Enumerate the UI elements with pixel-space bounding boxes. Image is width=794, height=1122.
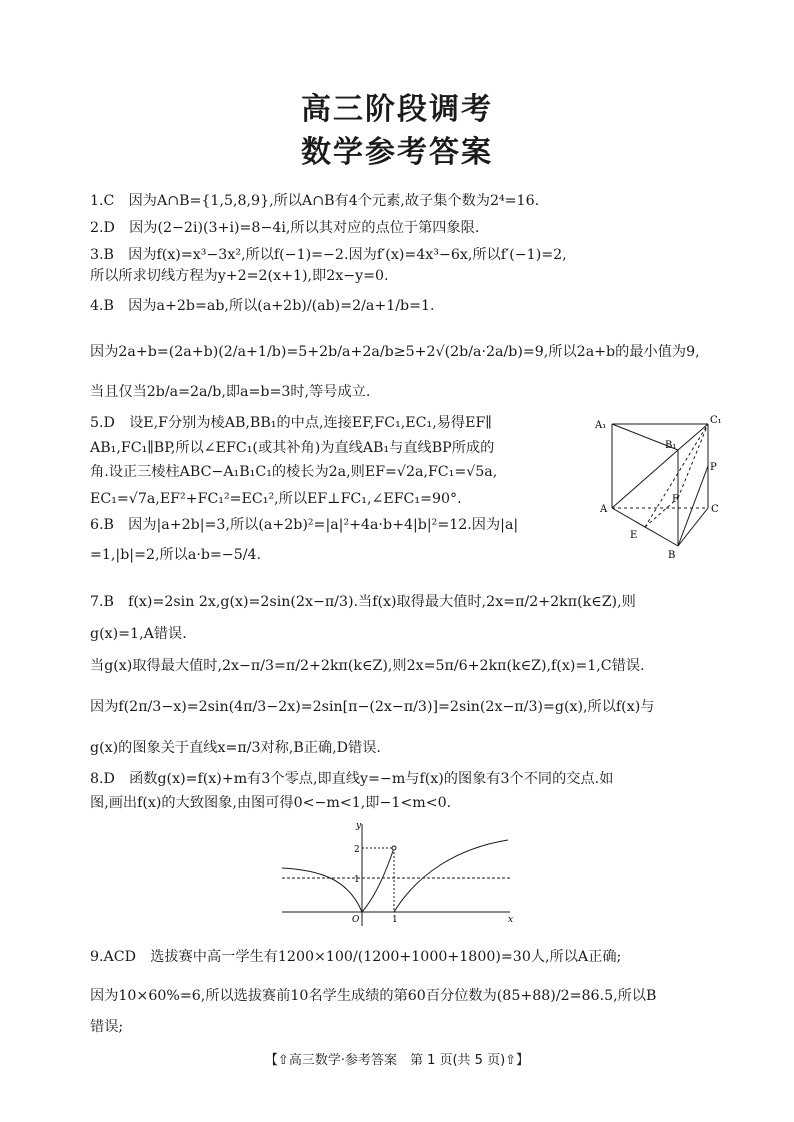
prism-figure <box>590 412 730 562</box>
answer-line: 2.D 因为(2−2i)(3+i)=8−4i,所以其对应的点位于第四象限. <box>90 220 480 236</box>
answer-line: 5.D 设E,F分别为棱AB,BB₁的中点,连接EF,FC₁,EC₁,易得EF∥ <box>90 415 492 431</box>
prism-label: B₁ <box>665 440 677 451</box>
answer-line: 1.C 因为A∩B={1,5,8,9},所以A∩B有4个元素,故子集个数为2⁴=16. <box>90 193 540 209</box>
answer-line: 3.B 因为f(x)=x³−3x²,所以f(−1)=−2.因为f′(x)=4x³−6x,所以f′(−1)=2, <box>90 247 567 263</box>
graph-y-tick: 1 <box>354 875 360 885</box>
function-graph <box>278 818 518 930</box>
page-footer: 【⇧高三数学·参考答案 第 1 页(共 5 页)⇧】 <box>264 1053 530 1068</box>
answer-line: 因为2a+b=(2a+b)(2/a+1/b)=5+2b/a+2a/b≥5+2√(2b/a·2a/b)=9,所以2a+b的最小值为9, <box>90 344 700 360</box>
prism-label: P <box>710 462 717 473</box>
answer-line: 图,画出f(x)的大致图象,由图可得0<−m<1,即−1<m<0. <box>90 795 452 811</box>
answer-line: 7.B f(x)=2sin 2x,g(x)=2sin(2x−π/3).当f(x)取得最大值时,2x=π/2+2kπ(k∈Z),则 <box>90 594 636 610</box>
answer-line: g(x)=1,A错误. <box>90 626 187 642</box>
answer-line: 9.ACD 选拔赛中高一学生有1200×100/(1200+1000+1800)=30人,所以A正确; <box>90 949 622 965</box>
graph-y-tick: 2 <box>354 845 360 855</box>
prism-label: C₁ <box>710 415 722 426</box>
prism-label: E <box>630 530 638 541</box>
prism-label: C <box>711 504 719 515</box>
graph-origin-label: O <box>352 915 360 925</box>
answer-line: AB₁,FC₁∥BP,所以∠EFC₁(或其补角)为直线AB₁与直线BP所成的 <box>90 440 495 456</box>
graph-x-label: x <box>508 915 514 925</box>
answer-line: EC₁=√7a,EF²+FC₁²=EC₁²,所以EF⊥FC₁,∠EFC₁=90°. <box>90 491 462 507</box>
answer-line: 当g(x)取得最大值时,2x−π/3=π/2+2kπ(k∈Z),则2x=5π/6+2kπ(k∈Z),f(x)=1,C错误. <box>90 658 645 674</box>
answer-line: =1,|b|=2,所以a·b=−5/4. <box>90 547 262 563</box>
answer-line: 角.设正三棱柱ABC−A₁B₁C₁的棱长为2a,则EF=√2a,FC₁=√5a, <box>90 464 498 480</box>
page-subtitle: 数学参考答案 <box>301 135 493 170</box>
answer-line: 当且仅当2b/a=2a/b,即a=b=3时,等号成立. <box>90 384 371 400</box>
prism-label: A₁ <box>595 420 607 431</box>
prism-label: A <box>600 504 608 515</box>
answer-line: 6.B 因为|a+2b|=3,所以(a+2b)²=|a|²+4a·b+4|b|²=12.因为|a| <box>90 517 519 533</box>
prism-label: F <box>672 494 679 505</box>
page-title: 高三阶段调考 <box>301 92 493 127</box>
answer-line: 错误; <box>90 1019 124 1035</box>
prism-label: B <box>668 550 676 561</box>
answer-line: 8.D 函数g(x)=f(x)+m有3个零点,即直线y=−m与f(x)的图象有3个不同的交点.如 <box>90 771 614 787</box>
answer-line: g(x)的图象关于直线x=π/3对称,B正确,D错误. <box>90 740 381 756</box>
answer-line: 因为f(2π/3−x)=2sin(4π/3−2x)=2sin[π−(2x−π/3)]=2sin(2x−π/3)=g(x),所以f(x)与 <box>90 699 655 715</box>
answer-line: 4.B 因为a+2b=ab,所以(a+2b)/(ab)=2/a+1/b=1. <box>90 298 435 314</box>
graph-x-tick: 1 <box>392 915 398 925</box>
answer-line: 因为10×60%=6,所以选拔赛前10名学生成绩的第60百分位数为(85+88)/2=86.5,所以B <box>90 988 657 1004</box>
answer-line: 所以所求切线方程为y+2=2(x+1),即2x−y=0. <box>90 268 389 284</box>
graph-y-label: y <box>356 821 362 831</box>
